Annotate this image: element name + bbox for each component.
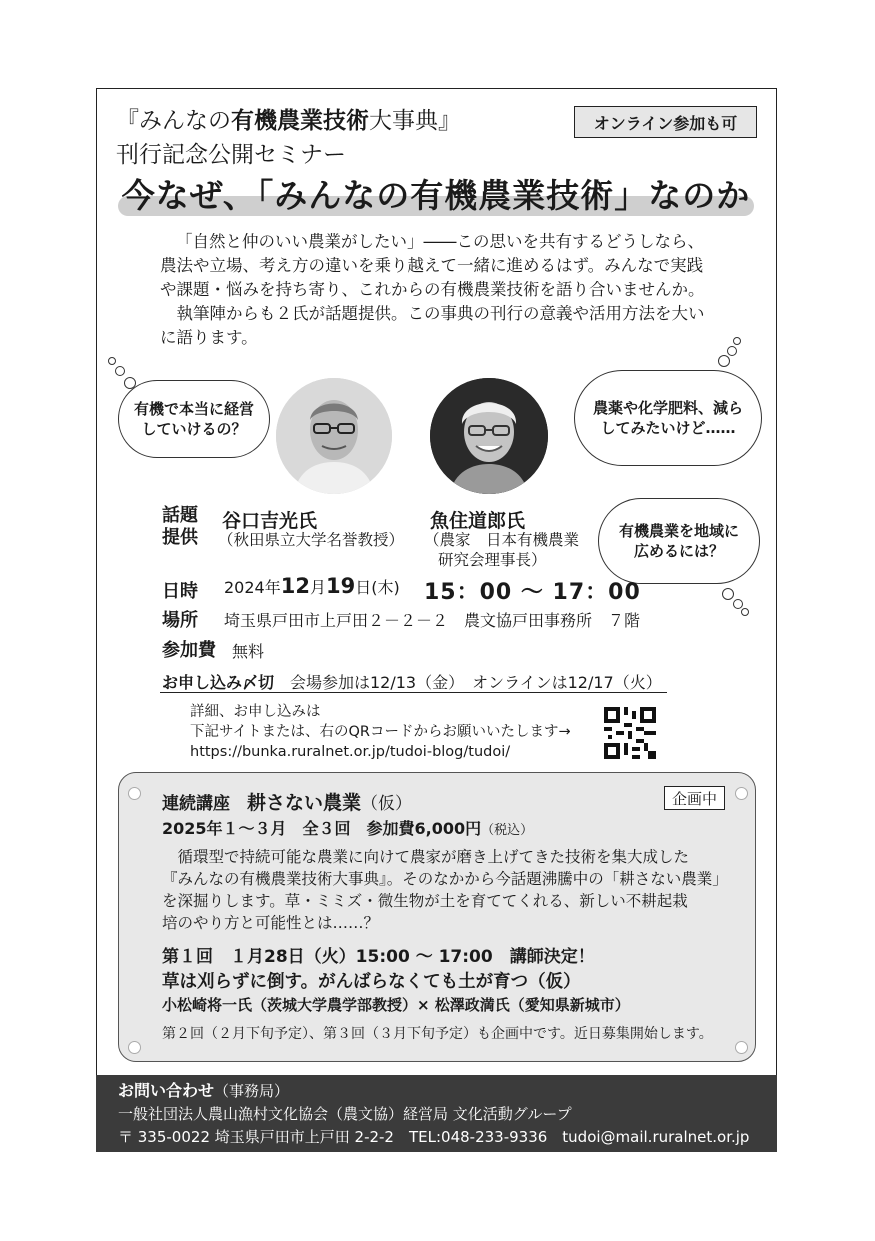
contact-footer <box>96 1075 777 1152</box>
details-line: 詳細、お申し込みは <box>190 704 321 720</box>
intro-text <box>160 230 730 350</box>
series-schedule <box>162 816 533 839</box>
online-badge: オンライン参加も可 <box>574 106 757 138</box>
series-description <box>162 846 728 934</box>
bubble-text: していけるの？ <box>141 420 247 438</box>
event-date <box>224 574 400 598</box>
bubble-text: 有機農業を地域に <box>618 522 739 540</box>
session1-title: 草は刈らずに倒す。がんばらなくても土が育つ（仮） <box>162 972 581 992</box>
book-title-prefix: 『みんなの <box>116 108 231 134</box>
speakers-label-line: 話題 <box>162 505 198 526</box>
deadline-value: 会場参加は12/13（金） オンラインは12/17（火） <box>290 673 662 692</box>
decorative-dot <box>128 787 141 800</box>
deadline-label: お申し込み〆切 <box>162 673 275 692</box>
thought-dot <box>115 366 125 376</box>
series-name-suffix: （仮） <box>361 794 413 814</box>
series-title <box>162 788 412 815</box>
speaker-photo-taniguchi <box>276 378 392 494</box>
speaker-role-uozumi <box>424 530 579 570</box>
thought-bubble-right-top <box>574 370 762 466</box>
intro-line: や課題・悩みを持ち寄り、これからの有機農業技術を語り合いませんか。 <box>160 280 705 299</box>
thought-dot <box>741 608 749 616</box>
speaker-role-line: 研究会理事長） <box>438 551 547 569</box>
speaker-name-uozumi: 魚住道郎氏 <box>430 510 526 532</box>
speakers-label-line: 提供 <box>162 527 198 548</box>
fee-label: 参加費 <box>162 640 216 661</box>
details-url-link[interactable]: https://bunka.ruralnet.or.jp/tudoi-blog/tudoi/ <box>190 744 511 760</box>
thought-bubble-right-mid <box>598 498 760 584</box>
date-day: 19 <box>325 574 356 598</box>
series-schedule-text: 2025年１～３月 全３回 参加費6,000円 <box>162 819 482 838</box>
series-desc-line: 循環型で持続可能な農業に向けて農家が磨き上げてきた技術を集大成した <box>162 848 690 866</box>
date-month: 12 <box>280 574 310 598</box>
thought-dot <box>108 357 116 365</box>
bubble-text: 有機で本当に経営 <box>133 400 254 418</box>
decorative-dot <box>735 1041 748 1054</box>
speaker-photo-uozumi <box>430 378 548 494</box>
thought-dot <box>718 355 730 367</box>
bubble-text: 広めるには？ <box>633 542 724 560</box>
contact-heading <box>118 1079 777 1103</box>
speaker-role-taniguchi: （秋田県立大学名誉教授） <box>218 531 405 549</box>
date-label: 日時 <box>162 581 198 602</box>
planning-badge: 企画中 <box>664 786 725 810</box>
speakers-label <box>162 505 198 549</box>
thought-bubble-left <box>118 380 270 458</box>
session1-speakers: 小松崎将一氏（茨城大学農学部教授）× 松澤政満氏（愛知県新城市） <box>162 996 630 1014</box>
speaker-role-line: （農家 日本有機農業 <box>424 531 580 549</box>
date-year: 2024年 <box>224 578 281 597</box>
date-month-unit: 月 <box>309 578 326 597</box>
seminar-subtitle: 刊行記念公開セミナー <box>116 142 346 168</box>
thought-dot <box>733 337 741 345</box>
bubble-text: 農薬や化学肥料、減ら <box>592 399 743 417</box>
page-title: 今なぜ、「みんなの有機農業技術」なのか <box>121 176 751 215</box>
details-line: 下記サイトまたは、右のQRコードからお願いいたします→ <box>190 724 571 740</box>
series-desc-line: 『みんなの有機農業技術大事典』。そのなかから今話題沸騰中の「耕さない農業」 <box>162 870 728 888</box>
book-title-suffix: 大事典』 <box>369 108 461 134</box>
contact-organization: 一般社団法人農山漁村文化協会（農文協）経営局 文化活動グループ <box>118 1105 572 1123</box>
series-desc-line: を深掘りします。草・ミミズ・微生物が土を育ててくれる、新しい不耕起栽 <box>162 892 688 910</box>
qr-code[interactable] <box>604 707 656 759</box>
series-more-sessions: 第２回（２月下旬予定）、第３回（３月下旬予定）も企画中です。近日募集開始します。 <box>162 1026 713 1042</box>
intro-line: に語ります。 <box>160 328 258 347</box>
bubble-text: してみたいけど…… <box>600 419 736 437</box>
place-label: 場所 <box>162 610 198 631</box>
session1-heading: 第１回 １月28日（火）15:00 ～ 17:00 講師決定！ <box>162 947 595 967</box>
series-name: 耕さない農業 <box>247 792 362 814</box>
decorative-dot <box>735 787 748 800</box>
book-title-bold: 有機農業技術 <box>231 108 369 134</box>
intro-line: 「自然と仲のいい農業がしたい」――この思いを共有するどうしなら、 <box>176 232 704 251</box>
intro-line: 執筆陣からも２氏が話題提供。この事典の刊行の意義や活用方法を大い <box>160 304 705 323</box>
intro-line: 農法や立場、考え方の違いを乗り越えて一緒に進めるはず。みんなで実践 <box>160 256 704 275</box>
series-desc-line: 培のやり方と可能性とは……？ <box>162 914 380 932</box>
series-tax: （税込） <box>481 823 534 838</box>
details-text <box>190 702 571 762</box>
series-label: 連続講座 <box>162 794 247 814</box>
event-fee: 無料 <box>232 642 265 661</box>
date-weekday: (木) <box>371 578 400 597</box>
thought-dot <box>733 599 743 609</box>
contact-suffix: （事務局） <box>214 1082 290 1100</box>
thought-dot <box>722 588 734 600</box>
decorative-dot <box>128 1041 141 1054</box>
contact-address: 〒 335-0022 埼玉県戸田市上戸田 2-2-2 TEL:048-233-9336 tudoi@mail.ruralnet.or.jp <box>118 1128 750 1146</box>
speaker-name-taniguchi: 谷口吉光氏 <box>222 510 318 532</box>
event-place: 埼玉県戸田市上戸田２－２－２ 農文協戸田事務所 ７階 <box>224 611 641 630</box>
thought-dot <box>727 346 737 356</box>
book-title <box>116 102 461 135</box>
date-day-unit: 日 <box>355 578 372 597</box>
contact-label: お問い合わせ <box>118 1081 215 1100</box>
event-time: 15：00 ～ 17：00 <box>424 580 641 605</box>
